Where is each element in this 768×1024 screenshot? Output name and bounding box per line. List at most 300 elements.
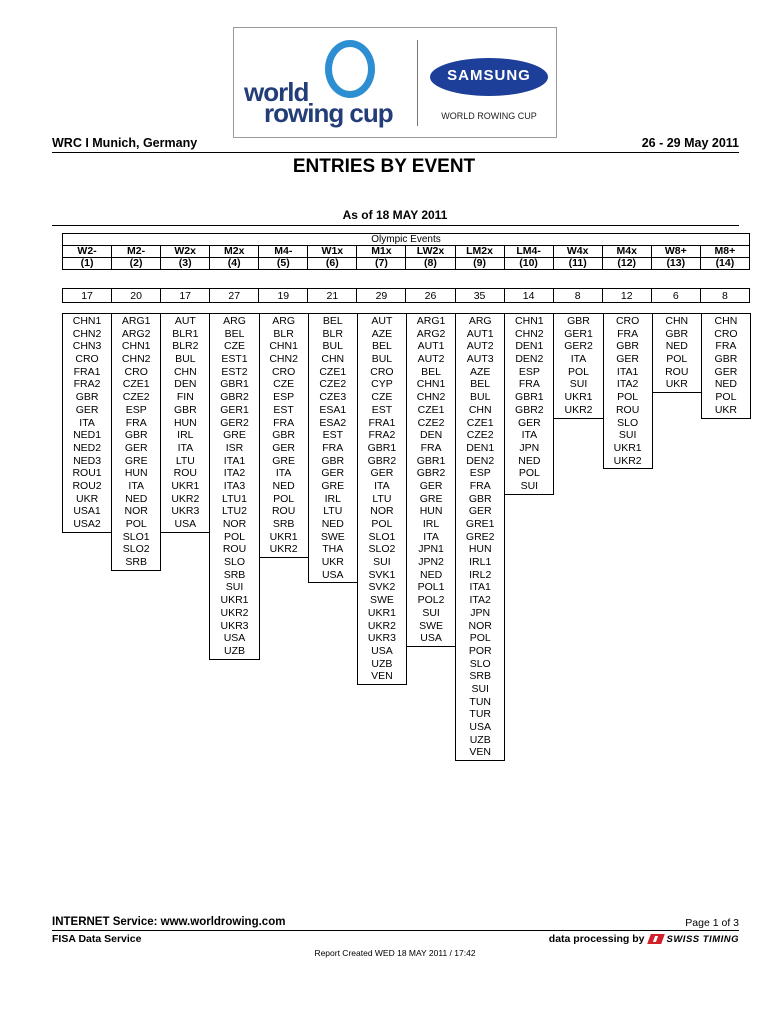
event-entries-column [455, 313, 505, 761]
entry-count: 27 [210, 289, 259, 303]
events-header-table [62, 233, 750, 270]
event-entries-column [62, 313, 112, 533]
entry-crew: ITA1 [223, 454, 246, 467]
entry-crew: AUT [174, 315, 196, 327]
event-number: (2) [112, 258, 161, 270]
entry-crew: SRB [125, 556, 147, 569]
wrc-logo-word-2: rowing cup [264, 98, 393, 128]
entry-crew: LTU2 [222, 505, 247, 518]
event-code: LM4- [504, 246, 553, 258]
event-entries-column [160, 313, 210, 533]
event-entries-column [701, 313, 751, 419]
competition-dates: 26 - 29 May 2011 [641, 136, 739, 150]
entry-crew: LTU [175, 454, 195, 467]
entry-crew: FRA [715, 340, 737, 353]
entry-crew: NED3 [73, 454, 102, 467]
footer-divider [52, 930, 739, 931]
entry-crew: DEN2 [466, 454, 495, 467]
entry-crew: GBR [272, 429, 296, 442]
entry-crew: JPN [470, 606, 491, 619]
entry-crew: LTU [323, 505, 343, 518]
event-entries-column [553, 313, 603, 419]
event-code: M1x [357, 246, 406, 258]
entry-crew: POL [125, 518, 147, 530]
entry-crew: CYP [371, 378, 393, 391]
event-entries-column [308, 313, 358, 583]
entry-crew: BEL [470, 378, 491, 391]
page-number: Page 1 of 3 [685, 917, 739, 929]
event-entries-column [209, 313, 259, 660]
entry-crew: GBR2 [515, 403, 544, 416]
entry-crew: GBR [616, 340, 640, 353]
entry-crew: FRA [617, 327, 639, 340]
entry-crew: NED2 [73, 441, 102, 454]
entry-crew: CHN [665, 315, 689, 327]
entry-crew: CZE [223, 340, 245, 353]
logo-divider [417, 40, 418, 126]
entry-crew: CHN1 [121, 340, 151, 353]
entry-crew: SLO [469, 657, 491, 670]
event-code: W8+ [651, 246, 700, 258]
entry-crew: UKR [75, 492, 99, 505]
as-of-divider [52, 225, 739, 226]
entry-crew: POL [617, 391, 639, 404]
entry-crew: CHN2 [72, 327, 102, 340]
entry-crew: NED [272, 479, 295, 492]
entry-crew: ROU [271, 505, 296, 518]
event-code: M4- [259, 246, 308, 258]
entry-crew: UKR [665, 378, 688, 391]
entry-crew: CZE [371, 391, 393, 404]
event-code: LM2x [455, 246, 504, 258]
entry-crew: CHN2 [121, 353, 151, 366]
entry-crew: USA2 [73, 518, 101, 530]
entry-crew: ITA2 [469, 594, 491, 607]
entry-crew: GBR [124, 429, 148, 442]
entry-crew: CHN [468, 403, 492, 416]
entry-crew: SUI [520, 479, 539, 492]
entry-crew: CZE1 [122, 378, 150, 391]
entry-crew: USA [371, 644, 393, 657]
entry-crew: SUI [225, 581, 244, 594]
entry-crew: SLO1 [368, 530, 396, 543]
entry-crew: SLO1 [122, 530, 150, 543]
entry-crew: USA1 [73, 505, 101, 518]
entry-crew: CHN [173, 365, 197, 378]
entry-crew: IRL1 [469, 556, 492, 569]
entry-crew: ARG [223, 315, 246, 327]
logo-panel [233, 27, 557, 138]
entry-crew: POL [371, 518, 393, 530]
entry-crew: GER [75, 403, 99, 416]
event-entries-column [259, 313, 309, 558]
entry-crew: ROU [665, 365, 689, 378]
event-number: (4) [210, 258, 259, 270]
entry-crew: FRA2 [368, 429, 396, 442]
entry-crew: GBR2 [220, 391, 249, 404]
entry-crew: GER1 [220, 403, 249, 416]
page-title: ENTRIES BY EVENT [292, 156, 476, 177]
entry-crew: GBR [665, 327, 689, 340]
entry-count: 21 [308, 289, 357, 303]
entry-crew: FRA1 [73, 365, 101, 378]
entry-crew: FRA [273, 416, 295, 429]
entry-crew: FIN [176, 391, 194, 404]
group-label: Olympic Events [63, 234, 750, 246]
entry-crew: SWE [369, 594, 394, 607]
entry-crew: SWE [320, 530, 345, 543]
entry-crew: GER [517, 416, 541, 429]
entry-crew: NED [419, 568, 443, 581]
entry-crew: CHN2 [269, 353, 298, 366]
entry-crew: NOR [222, 518, 247, 530]
entry-crew: NOR [124, 505, 148, 518]
entry-crew: DEN1 [515, 340, 544, 353]
entry-crew: UKR3 [171, 505, 200, 518]
entry-crew: BUL [371, 353, 393, 366]
entry-count: 8 [700, 289, 749, 303]
entry-crew: BEL [371, 340, 392, 353]
entry-crew: UKR1 [564, 391, 593, 404]
entry-crew: USA [321, 568, 344, 581]
entry-crew: FRA [420, 441, 442, 454]
entry-count: 6 [651, 289, 700, 303]
entry-crew: AUT2 [417, 353, 445, 366]
entry-crew: GBR [321, 454, 345, 467]
swiss-timing-logo-icon [647, 934, 665, 944]
entry-crew: FRA [469, 479, 491, 492]
entry-crew: USA [469, 721, 491, 733]
entry-crew: ISR [225, 441, 244, 454]
entry-crew: UKR1 [269, 530, 298, 543]
event-number: (8) [406, 258, 455, 270]
event-number: (6) [308, 258, 357, 270]
entry-crew: POL [273, 492, 295, 505]
entry-crew: CHN1 [416, 378, 446, 391]
event-number: (10) [504, 258, 553, 270]
entry-crew: CHN2 [515, 327, 544, 340]
entry-crew: GBR [75, 391, 99, 404]
entry-crew: GBR1 [515, 391, 544, 404]
sponsor-subtitle: WORLD ROWING CUP [441, 111, 537, 121]
entry-crew: ITA1 [616, 365, 639, 378]
entry-crew: POL2 [417, 594, 445, 607]
entry-crew: JPN1 [418, 543, 444, 556]
entry-crew: CRO [271, 365, 296, 378]
entry-crew: HUN [419, 505, 443, 518]
entry-crew: UKR [321, 556, 344, 569]
entry-crew: ARG2 [416, 327, 446, 340]
event-number: (12) [602, 258, 651, 270]
entry-crew: ITA3 [223, 479, 246, 492]
entry-crew: DEN1 [466, 441, 495, 454]
entry-crew: CZE2 [122, 391, 150, 404]
entry-crew: POR [468, 644, 492, 657]
report-created: Report Created WED 18 MAY 2011 / 17:42 [314, 948, 476, 958]
entry-crew: CZE1 [466, 416, 494, 429]
entry-crew: GER [616, 353, 640, 366]
entry-count: 12 [602, 289, 651, 303]
wrc-logo-word-1: world [244, 77, 309, 107]
entry-crew: ARG1 [121, 315, 151, 327]
entry-count: 26 [406, 289, 455, 303]
entry-crew: UKR2 [367, 619, 396, 632]
event-entries-column [504, 313, 554, 495]
entry-crew: UKR2 [171, 492, 200, 505]
entry-crew: ITA2 [223, 467, 246, 480]
entry-crew: GRE [223, 429, 246, 442]
entry-crew: UZB [371, 657, 393, 670]
entry-crew: ESA1 [319, 403, 347, 416]
entry-crew: POL1 [417, 581, 445, 594]
entry-crew: GBR1 [367, 441, 397, 454]
entry-crew: FRA1 [368, 416, 396, 429]
entry-count: 14 [504, 289, 553, 303]
event-number: (11) [553, 258, 602, 270]
entry-crew: SUI [471, 682, 489, 695]
entry-crew: GRE2 [465, 530, 495, 543]
entry-crew: CZE2 [466, 429, 494, 442]
entry-crew: GBR [468, 492, 492, 505]
entry-crew: GRE [124, 454, 148, 467]
event-code: W2x [161, 246, 210, 258]
swiss-timing-name: SWISS TIMING [666, 933, 739, 945]
entry-crew: GBR2 [416, 467, 446, 480]
event-code: M4x [602, 246, 651, 258]
entry-counts-row [63, 289, 750, 303]
entry-crew: AZE [470, 365, 491, 378]
entry-crew: GBR1 [416, 454, 446, 467]
entry-crew: ITA1 [469, 581, 491, 594]
data-service: FISA Data Service [52, 933, 142, 945]
entry-crew: NED [125, 492, 148, 505]
entry-crew: SVK1 [368, 568, 396, 581]
entry-crew: CZE [273, 378, 295, 391]
entry-crew: IRL [324, 492, 341, 505]
entry-crew: JPN [519, 441, 540, 454]
entry-crew: HUN [124, 467, 148, 480]
entry-crew: NOR [370, 505, 394, 518]
entry-crew: JPN2 [418, 556, 444, 569]
event-entries-column [406, 313, 456, 647]
entry-crew: IRL [177, 429, 194, 442]
entry-count: 19 [259, 289, 308, 303]
entry-crew: AUT2 [466, 340, 494, 353]
entry-crew: GER [468, 505, 492, 518]
entry-crew: DEN [174, 378, 197, 391]
entry-crew: HUN [173, 416, 197, 429]
event-codes-row [63, 246, 750, 258]
event-entries-column [357, 313, 407, 685]
entry-crew: UZB [223, 644, 245, 657]
entry-crew: SLO2 [122, 543, 150, 556]
entry-crew: CZE2 [417, 416, 445, 429]
event-code: LW2x [406, 246, 455, 258]
entry-crew: NED [665, 340, 688, 353]
entry-crew: SRB [469, 670, 491, 683]
entry-crew: UKR1 [367, 606, 396, 619]
entry-crew: NOR [468, 619, 492, 632]
entry-crew: GER2 [220, 416, 249, 429]
entry-crew: AUT1 [417, 340, 445, 353]
entry-crew: GBR1 [220, 378, 249, 391]
event-code: W2- [63, 246, 112, 258]
event-number: (3) [161, 258, 210, 270]
entry-crew: DEN2 [515, 353, 544, 366]
event-number: (7) [357, 258, 406, 270]
entry-crew: USA [223, 632, 246, 645]
entry-crew: CRO [124, 365, 148, 378]
entry-crew: TUR [469, 708, 491, 721]
entry-crew: EST [273, 403, 294, 416]
entry-crew: LTU1 [222, 492, 247, 505]
entry-crew: ROU [615, 403, 640, 416]
entry-crew: CRO [615, 315, 640, 327]
entry-crew: GBR2 [367, 454, 397, 467]
entry-crew: UKR [714, 403, 737, 416]
entry-crew: SWE [419, 619, 444, 632]
event-entries-column [652, 313, 702, 393]
entry-crew: DEN [419, 429, 443, 442]
entry-crew: UKR1 [220, 594, 249, 607]
entry-crew: EST [371, 403, 393, 416]
entry-crew: POL [469, 632, 491, 645]
event-code: M2- [112, 246, 161, 258]
entry-crew: SUI [618, 429, 637, 442]
entry-crew: LTU [372, 492, 392, 505]
entry-crew: FRA [518, 378, 540, 391]
entry-crew: ESA2 [319, 416, 347, 429]
entry-crew: ARG [468, 315, 492, 327]
samsung-logo-icon [430, 58, 548, 96]
entry-count: 20 [112, 289, 161, 303]
entry-crew: VEN [469, 746, 491, 759]
sponsor-name: SAMSUNG [447, 67, 531, 84]
entry-crew: GER [714, 365, 738, 378]
entry-crew: USA [174, 518, 197, 530]
entry-crew: IRL [422, 518, 440, 530]
entry-crew: UKR2 [220, 606, 249, 619]
entry-crew: ESP [469, 467, 491, 480]
entry-crew: GRE [272, 454, 296, 467]
entry-crew: UKR1 [171, 479, 200, 492]
entry-crew: SRB [272, 518, 295, 530]
event-numbers-row [63, 258, 750, 270]
entry-crew: CRO [370, 365, 394, 378]
entry-crew: ARG1 [416, 315, 446, 327]
entry-crew: ESP [518, 365, 540, 378]
entry-count: 17 [161, 289, 210, 303]
entries-columns [62, 313, 750, 773]
entry-count: 8 [553, 289, 602, 303]
entry-crew: BLR1 [172, 327, 199, 340]
entry-count: 17 [63, 289, 112, 303]
entry-crew: TUN [469, 695, 491, 708]
entry-crew: SLO [223, 556, 245, 569]
entry-crew: ARG [272, 315, 296, 327]
entry-crew: ITA [177, 441, 194, 454]
entry-crew: BLR [273, 327, 294, 340]
entry-crew: CHN2 [416, 391, 446, 404]
entry-crew: CHN [321, 353, 345, 366]
data-processing-label: data processing by [548, 933, 645, 945]
entry-crew: SUI [569, 378, 588, 391]
entry-crew: AUT3 [466, 353, 494, 366]
entry-crew: GRE1 [465, 518, 495, 530]
internet-service: INTERNET Service: www.worldrowing.com [52, 916, 286, 928]
entry-crew: GER [321, 467, 345, 480]
entry-crew: EST2 [221, 365, 248, 378]
entry-crew: POL [567, 365, 589, 378]
event-number: (5) [259, 258, 308, 270]
event-code: W1x [308, 246, 357, 258]
entry-crew: ITA [521, 429, 538, 442]
entry-crew: BUL [469, 391, 491, 404]
entry-crew: AUT1 [466, 327, 494, 340]
entry-crew: ROU2 [72, 479, 102, 492]
entry-crew: BLR [322, 327, 343, 340]
event-code: M2x [210, 246, 259, 258]
entry-crew: FRA2 [73, 378, 101, 391]
entry-crew: BEL [224, 327, 245, 340]
entry-crew: CZE2 [319, 378, 347, 391]
entry-crew: EST [322, 429, 343, 442]
entry-crew: GER [370, 467, 394, 480]
entry-crew: AZE [371, 327, 393, 340]
entry-crew: ITA [275, 467, 292, 480]
entry-crew: ROU1 [72, 467, 102, 480]
entry-crew: UKR2 [613, 454, 642, 467]
entry-crew: FRA [322, 441, 344, 454]
entry-crew: POL [223, 530, 245, 543]
entry-crew: NED1 [73, 429, 102, 442]
entry-crew: BUL [175, 353, 196, 366]
entry-crew: CZE3 [319, 391, 347, 404]
world-rowing-cup-logo-icon [325, 40, 375, 98]
entry-crew: GER [272, 441, 296, 454]
event-entries-column [111, 313, 161, 571]
entry-crew: VEN [371, 670, 393, 683]
entry-crew: GBR [714, 353, 738, 366]
event-number: (9) [455, 258, 504, 270]
entry-crew: CHN1 [72, 315, 102, 327]
event-code: M8+ [700, 246, 749, 258]
entry-crew: SUI [422, 606, 440, 619]
entry-crew: GER1 [564, 327, 593, 340]
entry-crew: UKR2 [564, 403, 593, 416]
entry-crew: CHN [714, 315, 738, 327]
entry-crew: CZE1 [417, 403, 445, 416]
entry-crew: ROU [173, 467, 198, 480]
event-number: (1) [63, 258, 112, 270]
entry-crew: GRE [419, 492, 443, 505]
competition-name: WRC I Munich, Germany [52, 136, 198, 150]
entry-crew: NED [714, 378, 737, 391]
entry-crew: ITA [128, 479, 144, 492]
entry-crew: ARG2 [121, 327, 151, 340]
entry-crew: SLO2 [368, 543, 396, 556]
entry-count: 35 [455, 289, 504, 303]
entry-crew: UKR3 [367, 632, 396, 645]
entry-crew: POL [715, 391, 737, 404]
event-entries-column [603, 313, 653, 469]
entry-crew: GBR [567, 315, 590, 327]
entry-crew: ITA [374, 479, 390, 492]
entry-crew: CHN1 [515, 315, 544, 327]
entry-crew: SRB [223, 568, 246, 581]
entry-crew: ITA [423, 530, 439, 543]
entry-crew: ESP [273, 391, 295, 404]
